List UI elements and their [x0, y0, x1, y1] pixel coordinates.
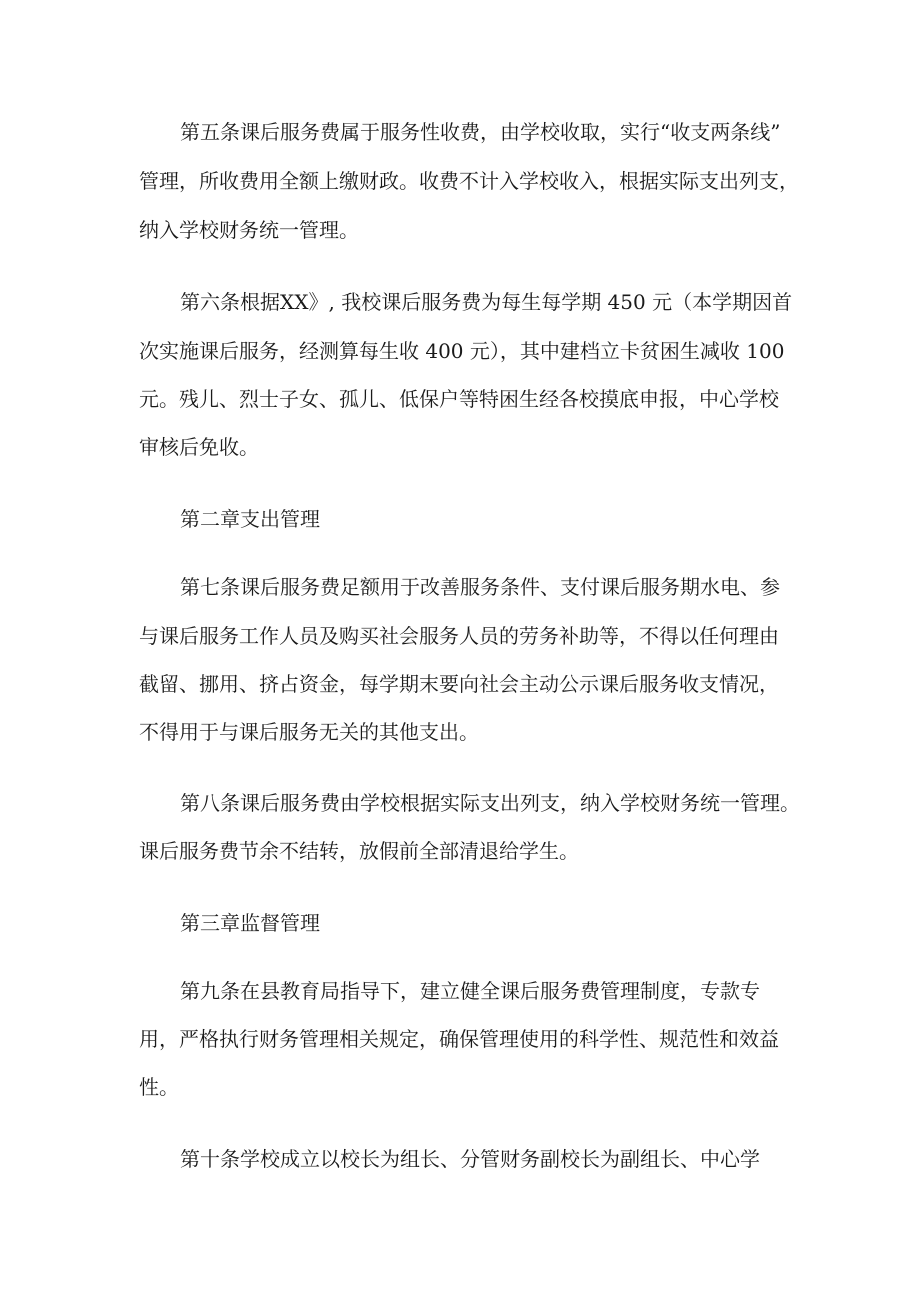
article-6-line-1: 第六条根据XX》, 我校课后服务费为每生每学期 450 元（本学期因首 — [180, 290, 793, 314]
chapter-3-heading: 第三章监督管理 — [180, 911, 320, 935]
article-6-line-3: 元。残儿、烈士子女、孤儿、低保户等特困生经各校摸底申报，中心学校 — [139, 387, 779, 411]
article-5-line-3: 纳入学校财务统一管理。 — [139, 218, 359, 242]
article-10-line-1: 第十条学校成立以校长为组长、分管财务副校长为副组长、中心学 — [180, 1147, 760, 1171]
article-7-line-1: 第七条课后服务费足额用于改善服务条件、支付课后服务期水电、参 — [180, 575, 780, 599]
article-7-line-4: 不得用于与课后服务无关的其他支出。 — [139, 720, 479, 744]
article-7-line-3: 截留、挪用、挤占资金，每学期末要向社会主动公示课后服务收支情况， — [139, 672, 779, 696]
article-8-line-2: 课后服务费节余不结转，放假前全部清退给学生。 — [139, 839, 579, 863]
article-8-line-1: 第八条课后服务费由学校根据实际支出列支，纳入学校财务统一管理。 — [180, 791, 800, 815]
article-6-line-4: 审核后免收。 — [139, 435, 259, 459]
article-6-line-2: 次实施课后服务，经测算每生收 400 元），其中建档立卡贫困生减收 100 — [139, 339, 785, 363]
chapter-2-heading: 第二章支出管理 — [180, 507, 320, 531]
article-9-line-3: 性。 — [139, 1075, 179, 1099]
article-5-line-1: 第五条课后服务费属于服务性收费，由学校收取，实行“收支两条线” — [180, 120, 781, 144]
article-9-line-2: 用，严格执行财务管理相关规定，确保管理使用的科学性、规范性和效益 — [139, 1027, 779, 1051]
article-9-line-1: 第九条在县教育局指导下，建立健全课后服务费管理制度，专款专 — [180, 979, 760, 1003]
article-7-line-2: 与课后服务工作人员及购买社会服务人员的劳务补助等，不得以任何理由 — [139, 624, 779, 648]
article-5-line-2: 管理，所收费用全额上缴财政。收费不计入学校收入，根据实际支出列支， — [139, 169, 799, 193]
